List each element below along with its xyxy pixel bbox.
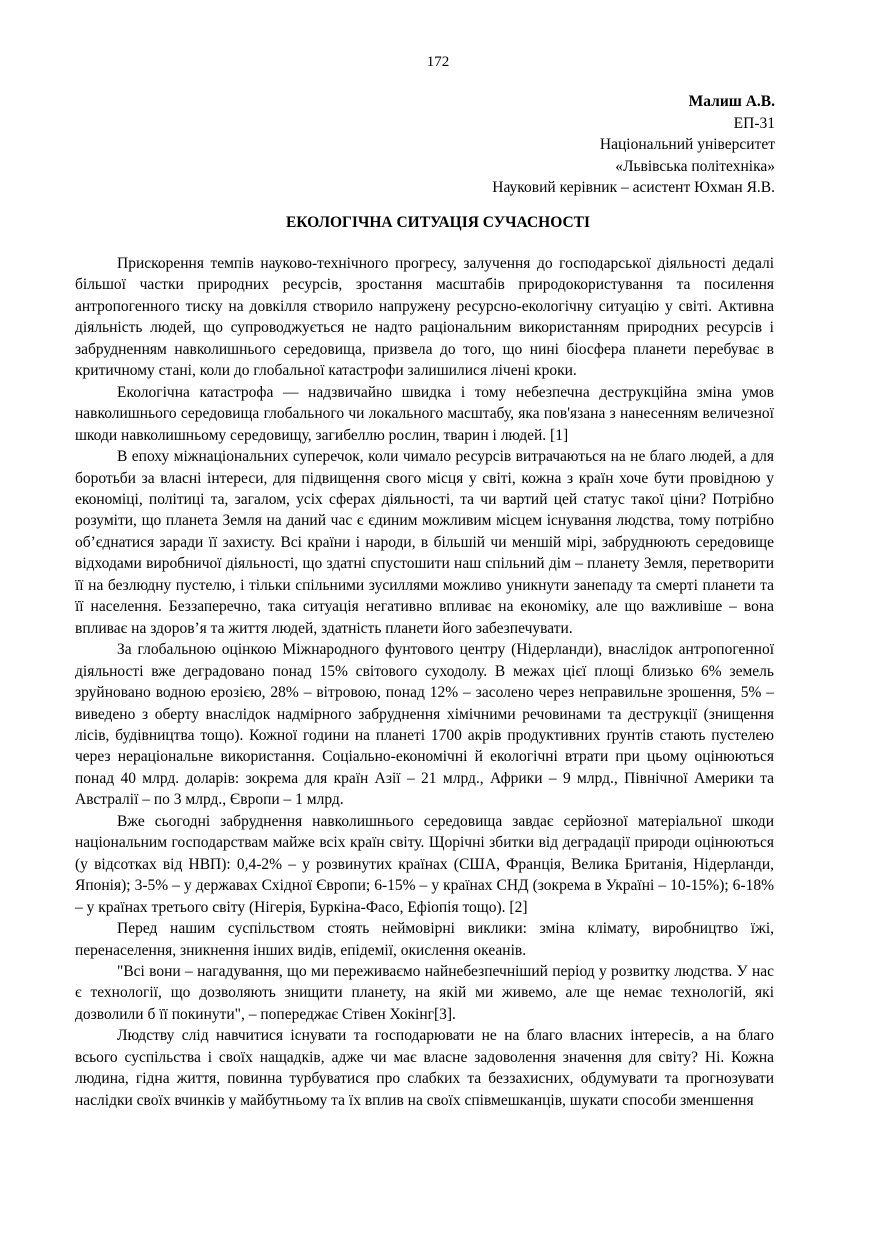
paragraph-6: Перед нашим суспільством стоять неймовірні виклики: зміна клімату, виробництво їжі, перенаселення, зникнення інших видів, епідемії, окислення океанів.: [75, 920, 774, 959]
author-supervisor: Науковий керівник – асистент Юхман Я.В.: [492, 179, 775, 196]
author-group: ЕП-31: [733, 114, 775, 132]
body-text: [75, 253, 774, 1111]
paragraph-2: Екологічна катастрофа — надзвичайно швидка і тому небезпечна деструкційна зміна умов навколишнього середовища глобального чи локального масштабу, яка пов'язана з нанесенням величезної шкоди навколишньому середовищу, загибеллю рослин, тварин і людей. [1]: [75, 383, 774, 444]
author-university-name: «Львівська політехніка»: [615, 157, 775, 175]
page-number: 172: [426, 54, 450, 70]
paragraph-7: "Всі вони – нагадування, що ми переживаємо найнебезпечніший період у розвитку людства. У нас є технології, що дозволяють знищити планету, на якій ми живемо, але ще немає технологій, які дозволили б її покинути", – попереджає Стівен Хокінг[3].: [75, 962, 774, 1023]
author-name: Малиш А.В.: [688, 93, 775, 110]
paragraph-4: За глобальною оцінкою Міжнародного фунтового центру (Нідерланди), внаслідок антропогенної діяльності вже деградовано понад 15% світового суходолу. В межах цієї площі близько 6% земель зруйновано водною ерозією, 28% – вітровою, понад 12% – засолено через неправильне зрошення, 5% – виведено з оберту внаслідок надмірного забруднення хімічними речовинами та деструкції (знищення лісів, будівництва тощо). Кожної години на планеті 1700 акрів продуктивних ґрунтів стають пустелею через нераціональне використання. Соціально-економічні й екологічні втрати при цьому оцінюються понад 40 млрд. доларів: зокрема для країн Азії – 21 млрд., Африки – 9 млрд., Північної Америки та Австралії – по 3 млрд., Європи – 1 млрд.: [75, 641, 774, 809]
paragraph-1: Прискорення темпів науково-технічного прогресу, залучення до господарської діяльності дедалі більшої частки природних ресурсів, зростання масштабів природокористування та посилення антропогенного тиску на довкілля створило напружену ресурсно-екологічну ситуацію у світі. Активна діяльність людей, що супроводжується не надто раціональним використанням природних ресурсів і забрудненням навколишнього середовища, призвела до того, що нині біосфера планети перебуває в критичному стані, коли до глобальної катастрофи залишилися лічені кроки.: [75, 255, 774, 380]
author-block: [275, 91, 775, 199]
author-university: Національний університет: [599, 136, 775, 153]
paragraph-8: Людству слід навчитися існувати та господарювати не на благо власних інтересів, а на благо всього суспільства і своїх нащадків, адже чи має власне задоволення значення для світу? Ні. Кожна людина, гідна життя, повинна турбуватися про слабких та беззахисних, обдумувати та прогнозувати наслідки своїх вчинків у майбутньому та їх вплив на своїх співмешканців, шукати способи зменшення: [75, 1027, 774, 1109]
paper-title: ЕКОЛОГІЧНА СИТУАЦІЯ СУЧАСНОСТІ: [285, 214, 591, 231]
paragraph-3: В епоху міжнаціональних суперечок, коли чимало ресурсів витрачаються на не благо людей, а для боротьби за власні інтереси, для підвищення свого місця у світі, кожна з країн хоче бути провідною у економіці, політиці та, загалом, усіх сферах діяльності, та чи вартий цей статус такої ціни? Потрібно розуміти, що планета Земля на даний час є єдиним можливим місцем існування людства, тому потрібно об’єднатися заради її захисту. Всі країни і народи, в більшій чи меншій мірі, забруднюють середовище відходами виробничої діяльності, що здатні спустошити наш спільний дім – планету Земля, перетворити її на безлюдну пустелю, і тільки спільними зусиллями можливо уникнути занепаду та смерті планети та її населення. Беззаперечно, така ситуація негативно впливає на економіку, але що важливіше – вона впливає на здоров’я та життя людей, здатність планети його забезпечувати.: [75, 448, 774, 637]
paragraph-5: Вже сьогодні забруднення навколишнього середовища завдає серйозної матеріальної шкоди національним господарствам майже всіх країн світу. Щорічні збитки від деградації природи оцінюються (у відсотках від НВП): 0,4-2% – у розвинутих країнах (США, Франція, Велика Британія, Нідерланди, Японія); 3-5% – у державах Східної Європи; 6-15% – у країнах СНД (зокрема в Україні – 10-15%); 6-18% – у країнах третього світу (Нігерія, Буркіна-Фасо, Ефіопія тощо). [2]: [75, 812, 774, 916]
